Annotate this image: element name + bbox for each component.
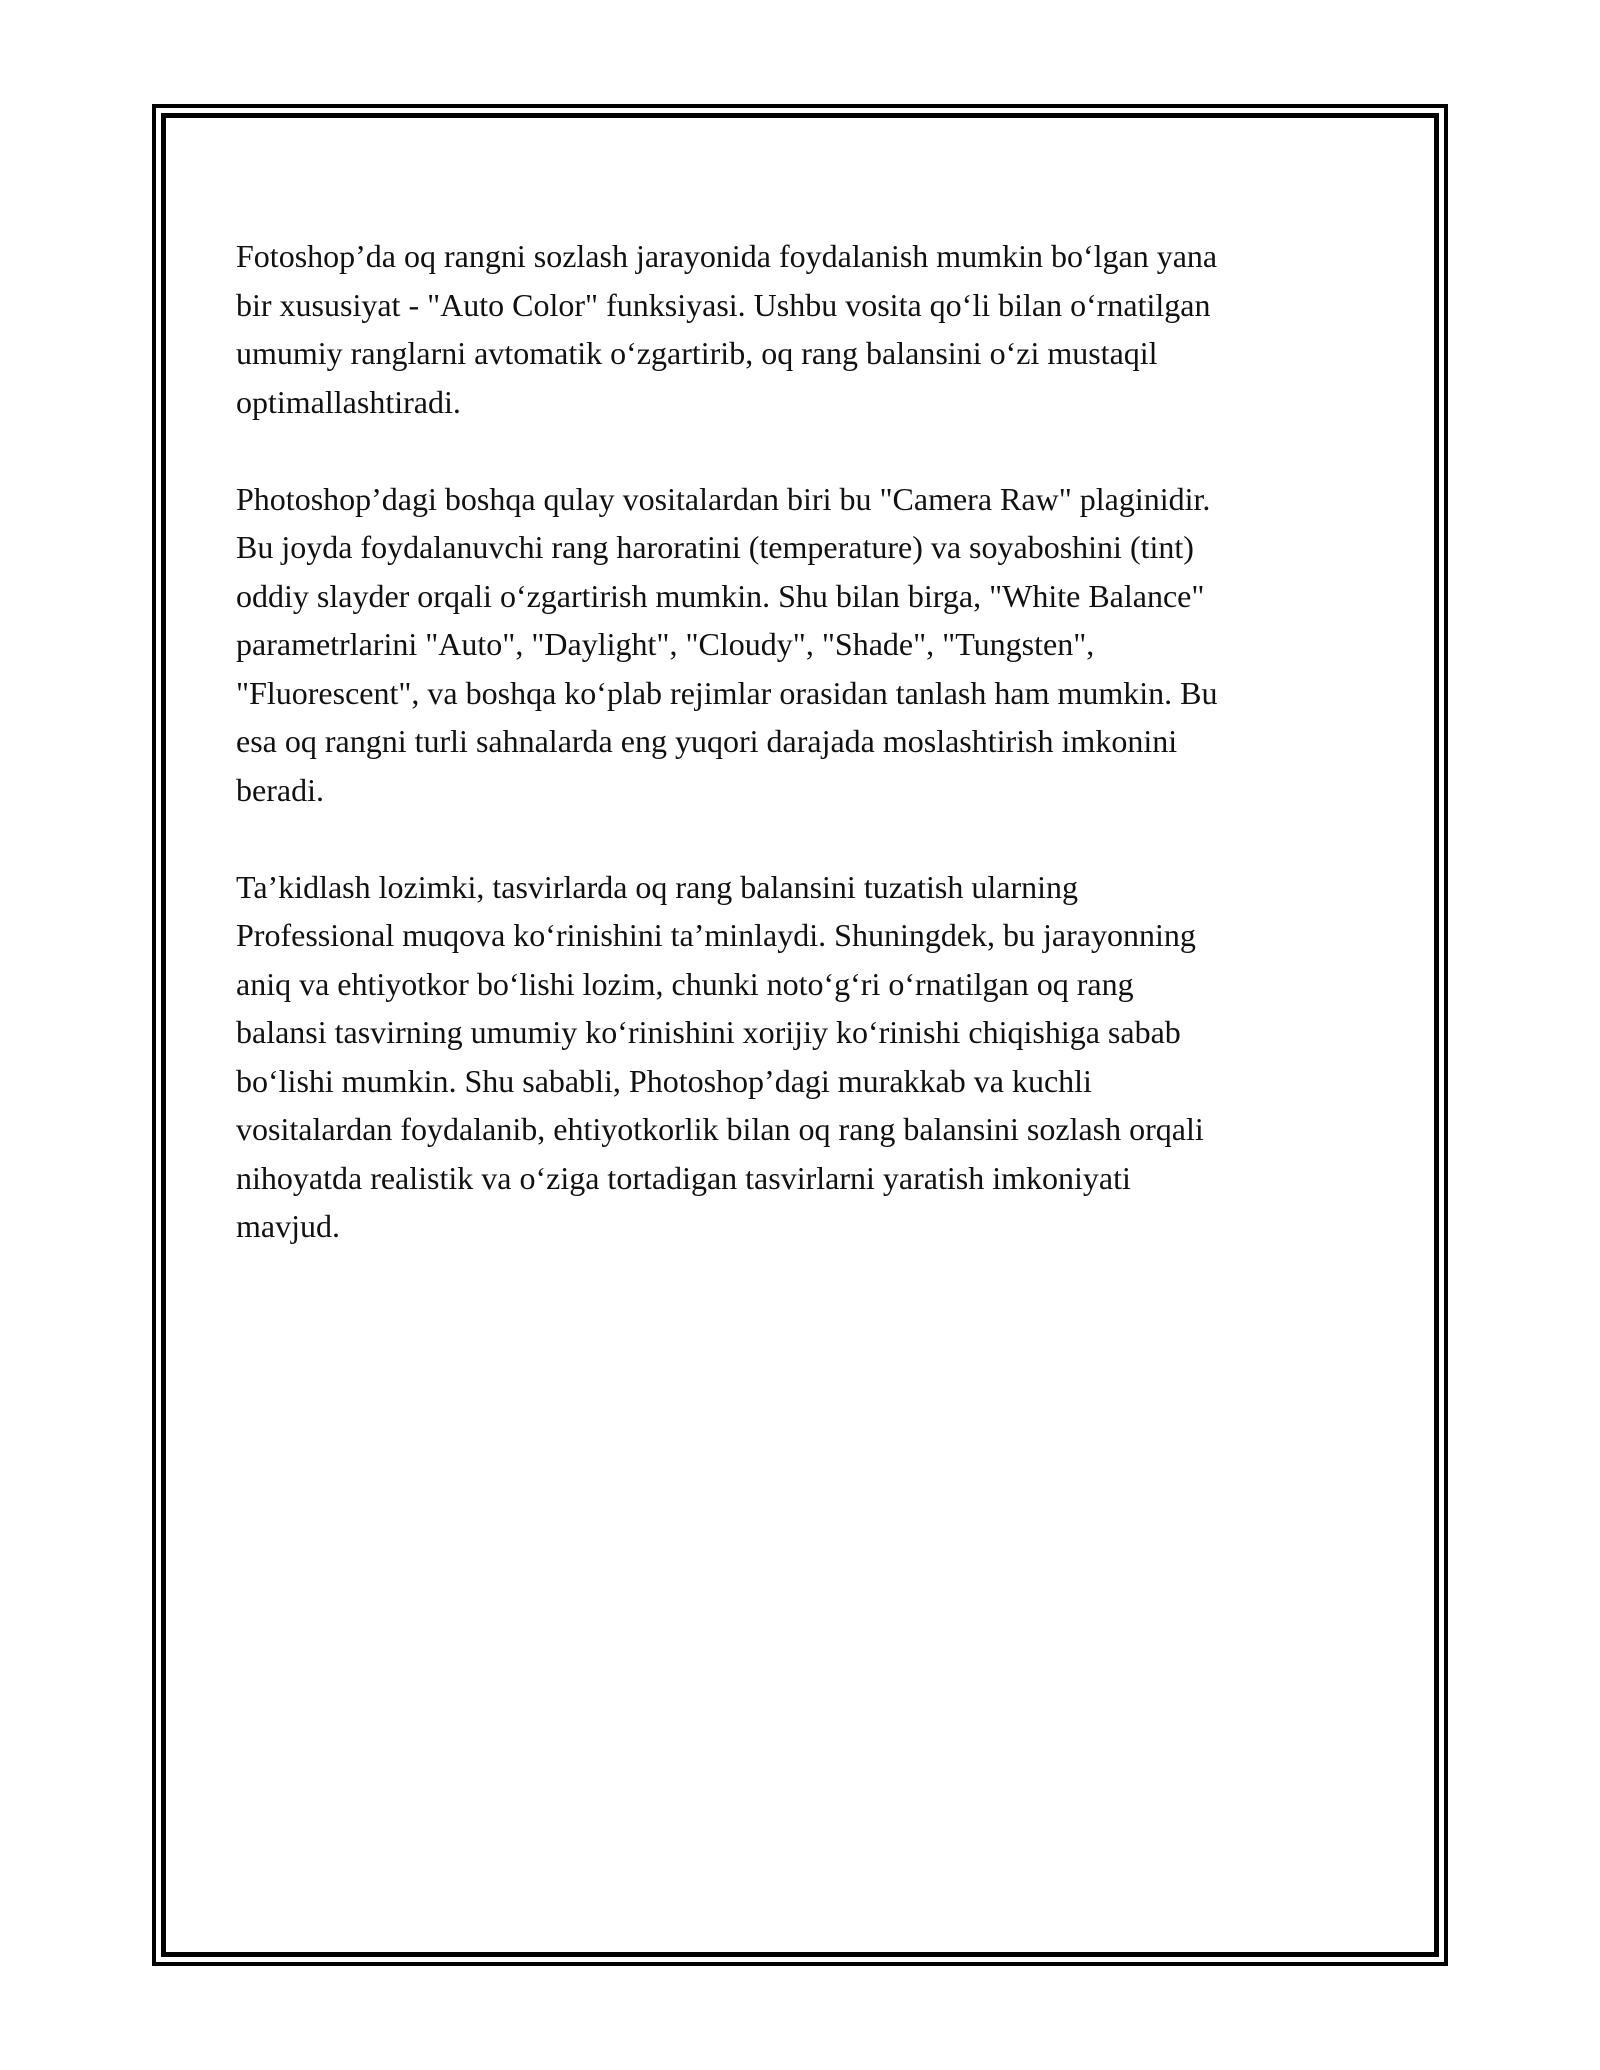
text-line: umumiy ranglarni avtomatik o‘zgartirib, oq rang balansini o‘zi mustaqil <box>236 335 1158 371</box>
text-line: bo‘lishi mumkin. Shu sababli, Photoshop’dagi murakkab va kuchli <box>236 1062 1092 1099</box>
text-line: oddiy slayder orqali o‘zgartirish mumkin. Shu bilan birga, "White Balance" <box>236 577 1205 614</box>
text-line: Photoshop’dagi boshqa qulay vositalardan biri bu "Camera Raw" plaginidir. <box>236 480 1211 517</box>
text-line: "Fluorescent", va boshqa ko‘plab rejimlar orasidan tanlash ham mumkin. Bu <box>236 674 1218 711</box>
text-line: aniq va ehtiyotkor bo‘lishi lozim, chunki noto‘g‘ri o‘rnatilgan oq rang <box>236 965 1134 1002</box>
text-line: optimallashtiradi. <box>236 383 461 420</box>
text-line: balansi tasvirning umumiy ko‘rinishini xorijiy ko‘rinishi chiqishiga sabab <box>236 1014 1181 1050</box>
text-line: nihoyatda realistik va o‘ziga tortadigan tasvirlarni yaratish imkoniyati <box>236 1159 1131 1196</box>
text-line: parametrlarini "Auto", "Daylight", "Cloudy", "Shade", "Tungsten", <box>236 626 1095 662</box>
text-line: vositalardan foydalanib, ehtiyotkorlik bilan oq rang balansini sozlash orqali <box>236 1111 1204 1147</box>
text-line: bir xususiyat - "Auto Color" funksiyasi. Ushbu vosita qo‘li bilan o‘rnatilgan <box>236 286 1211 323</box>
document-body <box>236 232 1376 1299</box>
text-line: Ta’kidlash lozimki, tasvirlarda oq rang balansini tuzatish ularning <box>236 868 1078 905</box>
text-line: mavjud. <box>236 1208 340 1244</box>
paragraph-1 <box>236 232 1376 426</box>
paragraph-3 <box>236 863 1376 1251</box>
text-line: beradi. <box>236 771 324 808</box>
text-line: Bu joyda foydalanuvchi rang haroratini (temperature) va soyaboshini (tint) <box>236 529 1194 565</box>
paragraph-2 <box>236 475 1376 815</box>
text-line: Fotoshop’da oq rangni sozlash jarayonida foydalanish mumkin bo‘lgan yana <box>236 238 1218 274</box>
text-line: esa oq rangni turli sahnalarda eng yuqori darajada moslashtirish imkonini <box>236 723 1178 759</box>
text-line: Professional muqova ko‘rinishini ta’minlaydi. Shuningdek, bu jarayonning <box>236 917 1196 953</box>
